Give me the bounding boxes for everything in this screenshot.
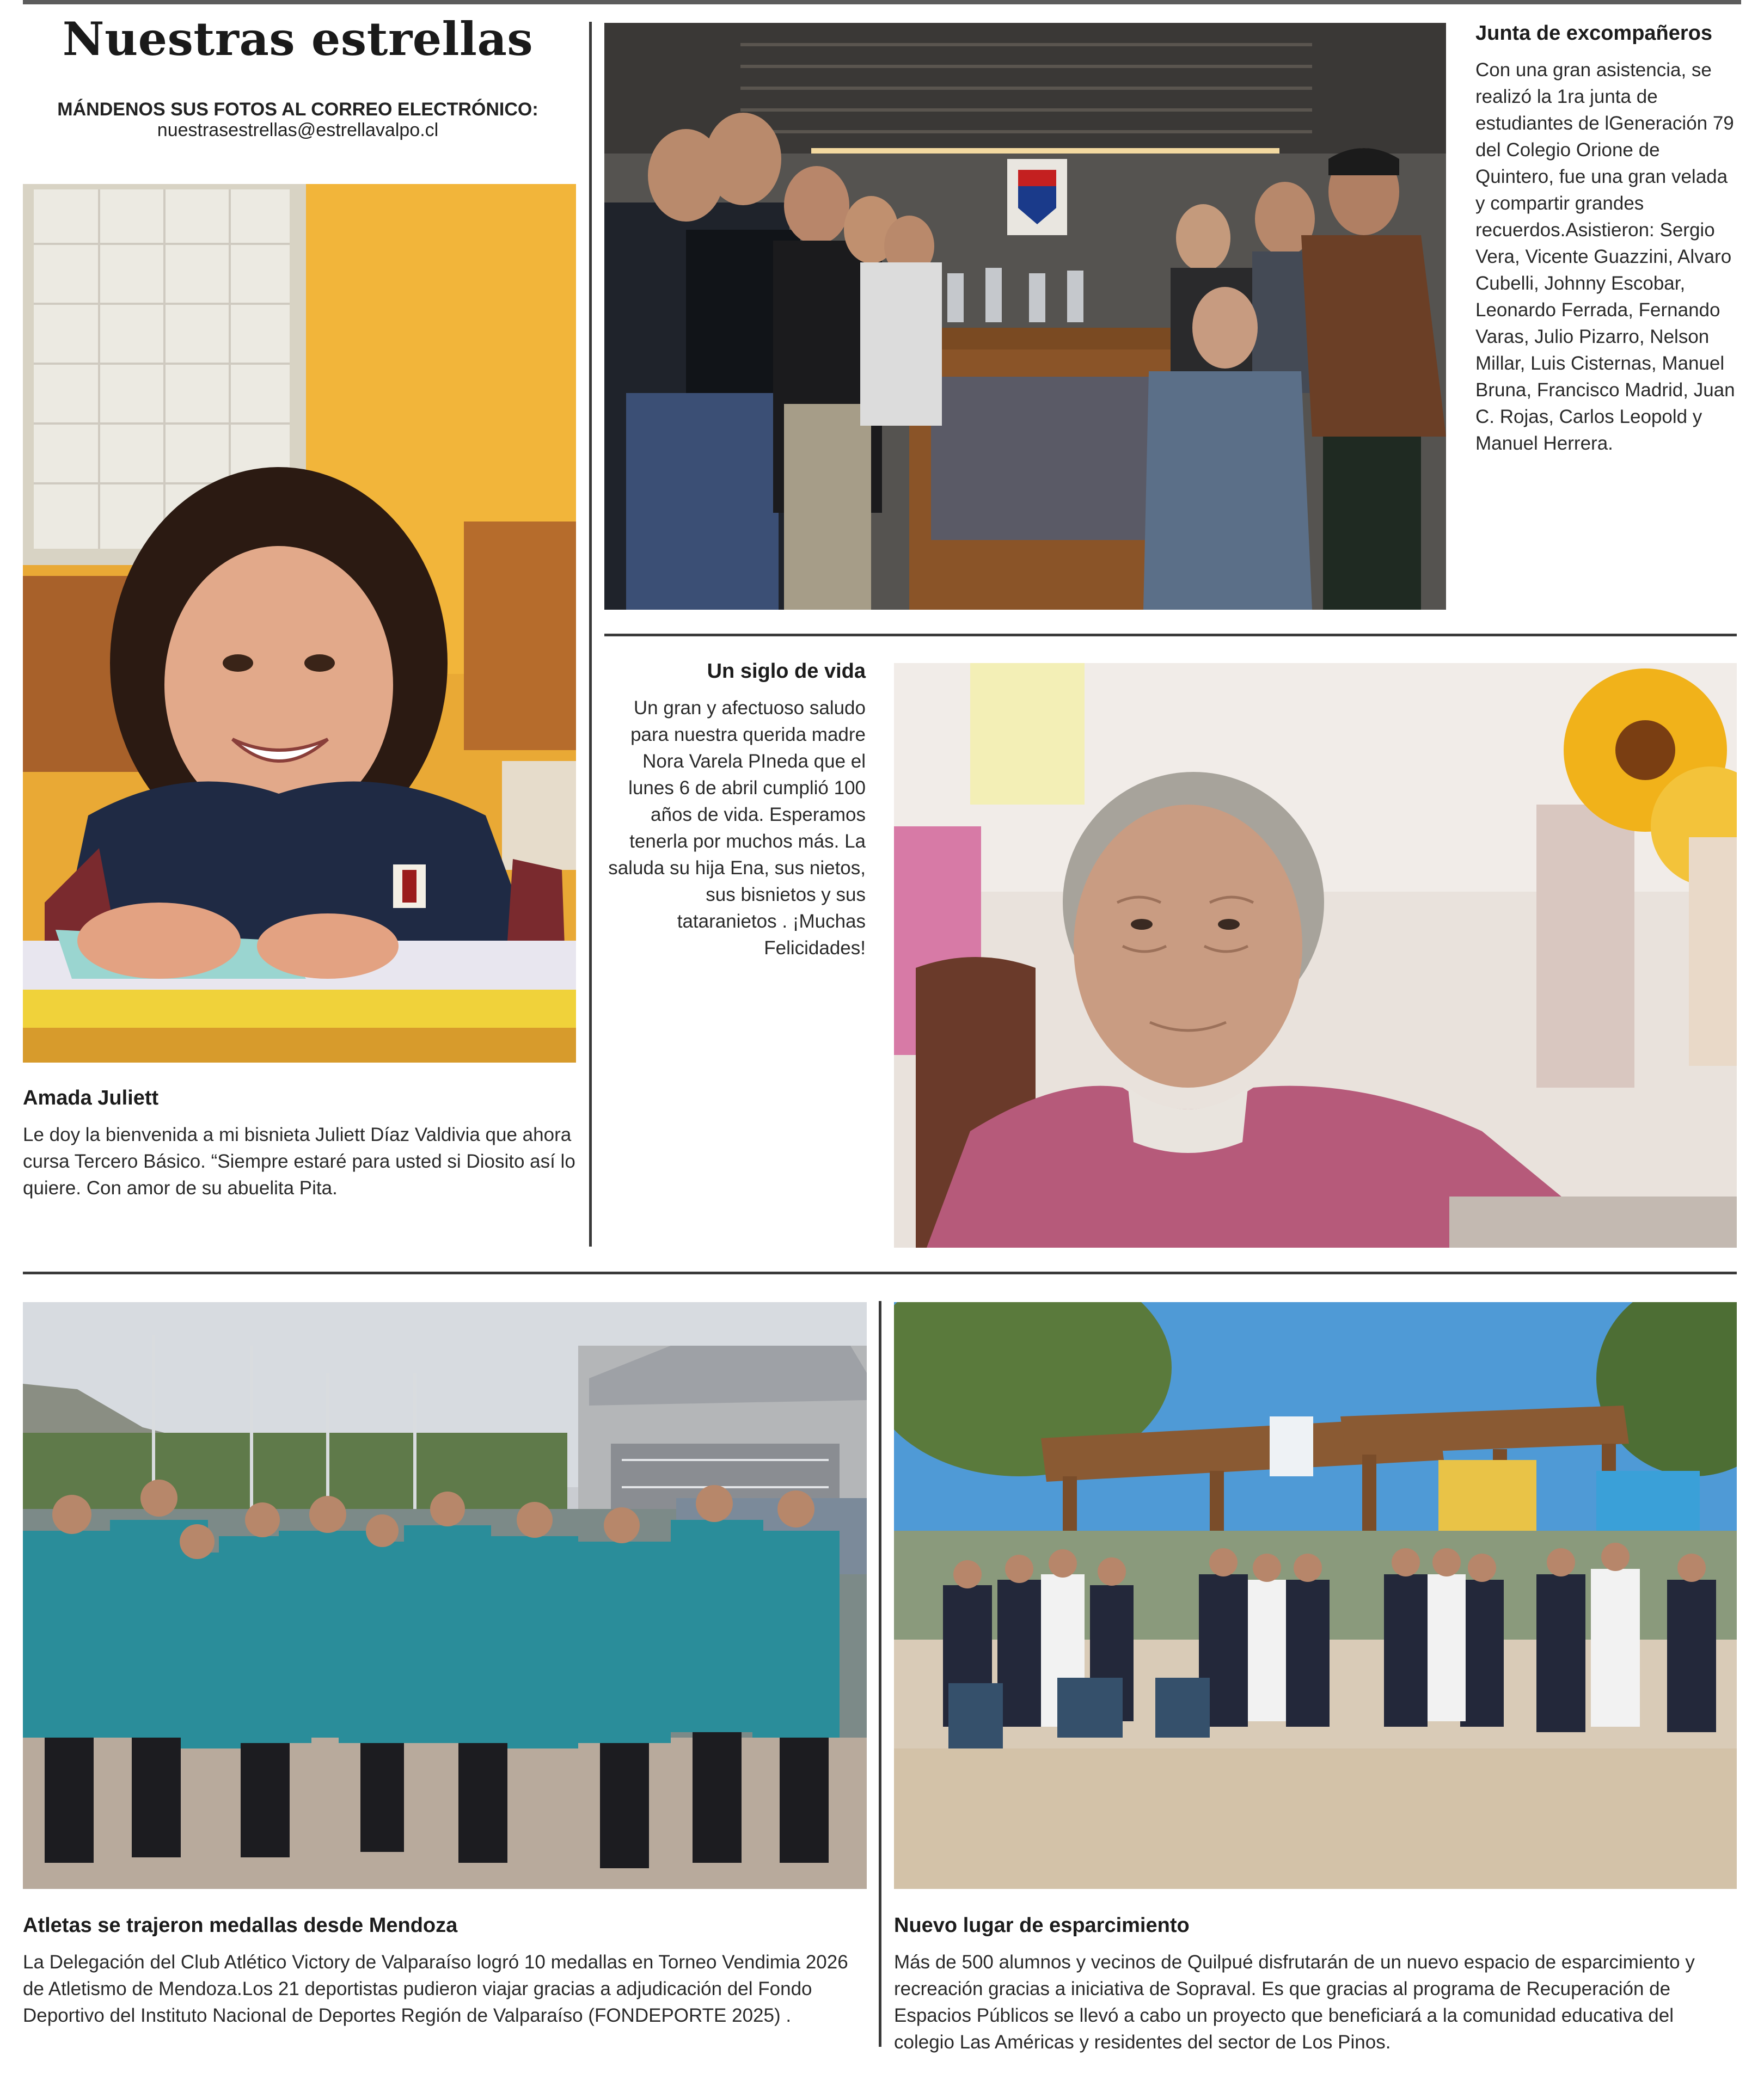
- top-rule: [23, 0, 1741, 4]
- body-nuevo: Más de 500 alumnos y vecinos de Quilpué disfrutarán de un nuevo espacio de esparcimiento y recreación gracias a iniciativa de Sopraval. Es que gracias al programa de Recuperación de Espacios Públicos se llevó a cabo un proyecto que beneficiará a la comunidad educativa del colegio Las Américas y residentes del sector de Los Pinos.: [894, 1952, 1695, 2053]
- page-subtitle: MÁNDENOS SUS FOTOS AL CORREO ELECTRÓNICO:: [57, 99, 538, 120]
- photo-junta: [604, 23, 1446, 610]
- headline-junta: Junta de excompañeros: [1475, 22, 1713, 45]
- column-divider: [589, 22, 592, 1247]
- headline-atletas: Atletas se trajeron medallas desde Mendoza: [23, 1914, 458, 1937]
- photo-nuevo: [894, 1302, 1737, 1889]
- page-title: Nuestras estrellas: [62, 12, 534, 66]
- body-junta: Con una gran asistencia, se realizó la 1ra junta de estudiantes de lGeneración 79 del Colegio Orione de Quintero, fue una gran velada y compartir grandes recuerdos.Asistieron: Sergio Vera, Vicente Guazzini, Alvaro Cubelli, Johnny Escobar, Leonardo Ferrada, Fernando Varas, Julio Pizarro, Nelson Millar, Luis Cisternas, Manuel Bruna, Francisco Madrid, Juan C. Rojas, Carlos Leopold y Manuel Herrera.: [1475, 59, 1735, 454]
- headline-siglo: Un siglo de vida: [707, 660, 866, 683]
- section-divider: [23, 1272, 1737, 1274]
- section-divider: [604, 634, 1737, 636]
- photo-atletas: [23, 1302, 867, 1889]
- column-divider: [879, 1301, 881, 2047]
- body-siglo: Un gran y afectuoso saludo para nuestra querida madre Nora Varela PIneda que el lunes 6 de abril cumplió 100 años de vida. Esperamos tenerla por muchos más. La saluda su hija Ena, sus nietos, sus bisnietos y sus tataranietos . ¡Muchas Felicidades!: [608, 697, 866, 959]
- submission-email: nuestrasestrellas@estrellavalpo.cl: [157, 120, 439, 140]
- body-atletas: La Delegación del Club Atlético Victory de Valparaíso logró 10 medallas en Torneo Vendimia 2026 de Atletismo de Mendoza.Los 21 deportistas pudieron viajar gracias a adjudicación del Fondo Deportivo del Instituto Nacional de Deportes Región de Valparaíso (FONDEPORTE 2025) .: [23, 1952, 848, 2026]
- headline-nuevo: Nuevo lugar de esparcimiento: [894, 1914, 1190, 1937]
- headline-juliett: Amada Juliett: [23, 1087, 159, 1109]
- photo-siglo: [894, 663, 1737, 1248]
- photo-juliett: [23, 184, 576, 1063]
- body-juliett: Le doy la bienvenida a mi bisnieta Juliett Díaz Valdivia que ahora cursa Tercero Básico. “Siempre estaré para usted si Diosito así lo quiere. Con amor de su abuelita Pita.: [23, 1124, 575, 1199]
